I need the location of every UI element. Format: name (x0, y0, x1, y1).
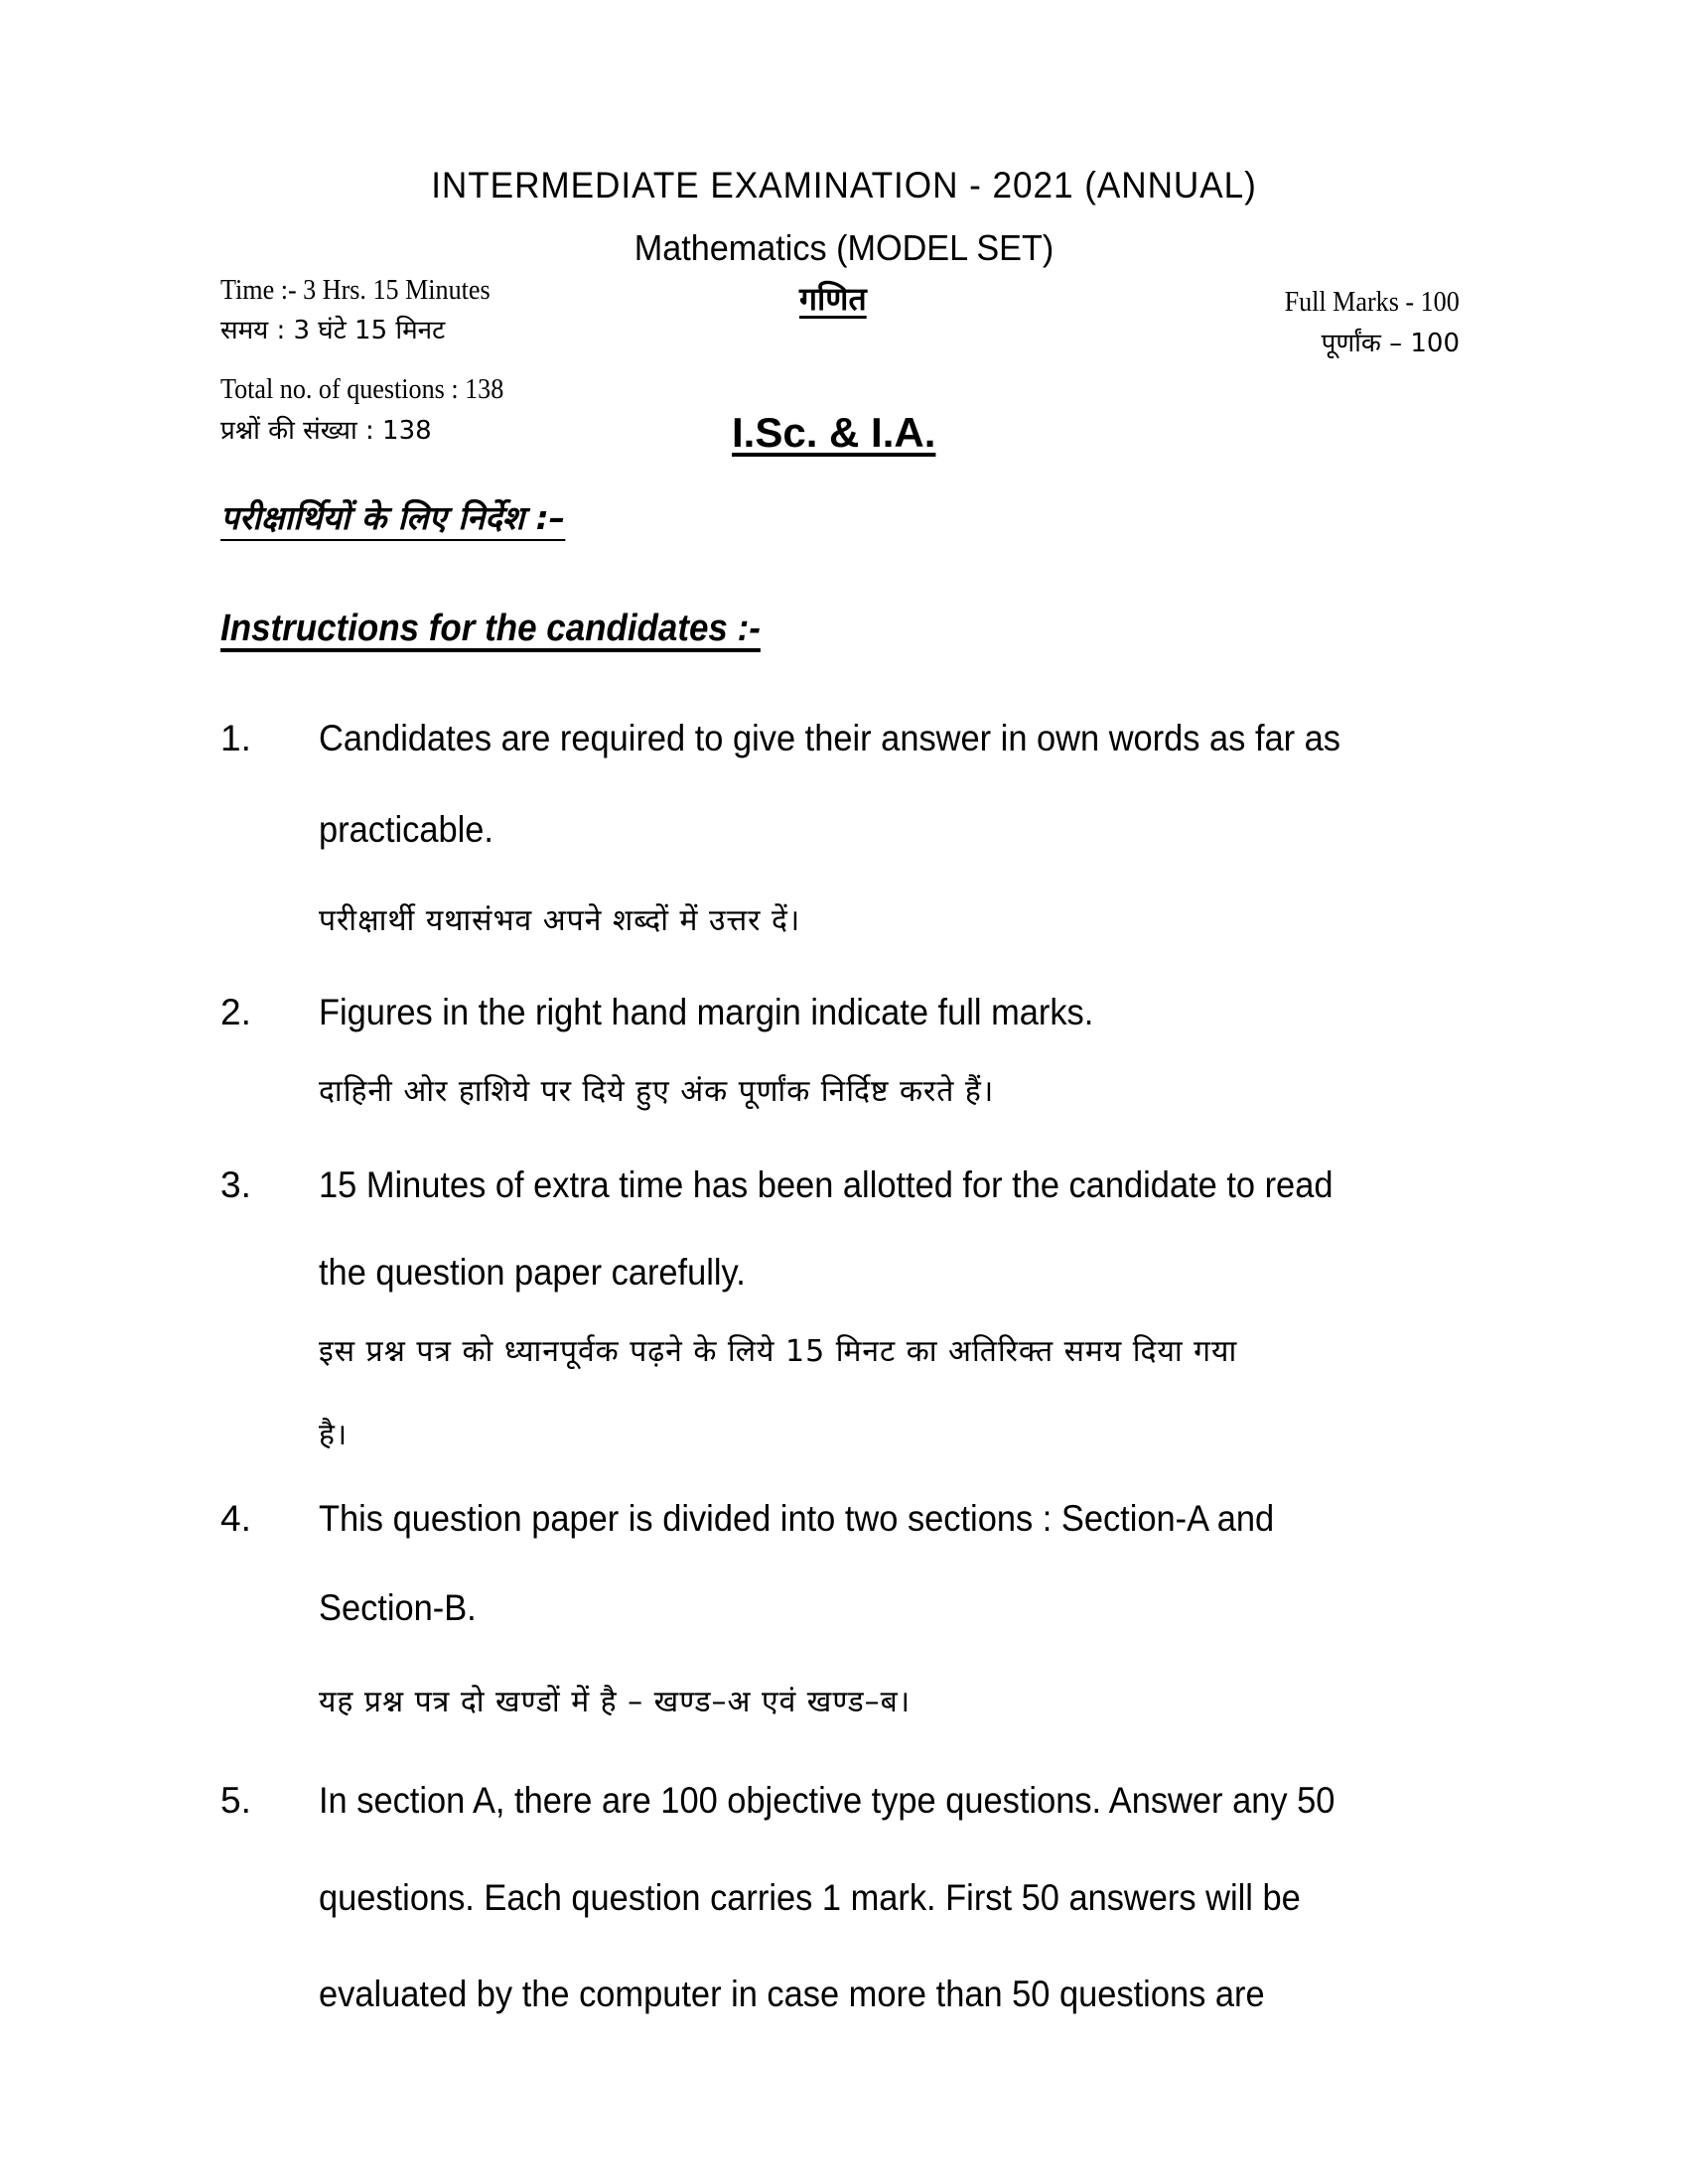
full-marks-hindi: पूर्णांक – 100 (1321, 329, 1460, 358)
item-number: 2. (220, 992, 251, 1032)
instructions-heading-english: Instructions for the candidates :- (220, 608, 761, 649)
item-number: 5. (220, 1780, 251, 1821)
stream-label: I.Sc. & I.A. (732, 409, 936, 456)
item-text-en: Figures in the right hand margin indicate full marks. (319, 992, 1094, 1032)
full-marks-english: Full Marks - 100 (1284, 286, 1460, 318)
instructions-heading-hindi: परीक्षार्थियों के लिए निर्देश :– (220, 498, 566, 537)
item-text-en: 15 Minutes of extra time has been allotted for the candidate to read (319, 1164, 1334, 1205)
item-text-en: Candidates are required to give their answer in own words as far as (319, 718, 1341, 758)
item-text-hi: है। (319, 1418, 349, 1452)
item-text-hi: परीक्षार्थी यथासंभव अपने शब्दों में उत्तर दें। (319, 903, 801, 938)
time-english: Time :- 3 Hrs. 15 Minutes (220, 274, 491, 306)
exam-title: INTERMEDIATE EXAMINATION - 2021 (ANNUAL) (431, 165, 1257, 205)
subject-title: Mathematics (MODEL SET) (633, 227, 1055, 268)
total-questions-hindi: प्रश्नों की संख्या : 138 (220, 416, 432, 446)
item-text-en: questions. Each question carries 1 mark. First 50 answers will be (319, 1877, 1301, 1918)
subject-hindi: गणित (799, 280, 867, 318)
item-number: 1. (220, 718, 251, 758)
time-hindi: समय : 3 घंटे 15 मिनट (220, 316, 446, 345)
item-text-hi: यह प्रश्न पत्र दो खण्डों में है – खण्ड–अ एवं खण्ड–ब। (319, 1685, 912, 1719)
item-text-hi: इस प्रश्न पत्र को ध्यानपूर्वक पढ़ने के लिये 15 मिनट का अतिरिक्त समय दिया गया (319, 1334, 1238, 1369)
item-text-en: This question paper is divided into two sections : Section-A and (319, 1498, 1275, 1539)
item-text-en: In section A, there are 100 objective type questions. Answer any 50 (319, 1780, 1336, 1821)
item-text-en: practicable. (319, 809, 493, 850)
item-text-en: the question paper carefully. (319, 1252, 746, 1293)
item-text-hi: दाहिनी ओर हाशिये पर दिये हुए अंक पूर्णांक निर्दिष्ट करते हैं। (319, 1074, 995, 1109)
item-number: 4. (220, 1498, 251, 1539)
total-questions-english: Total no. of questions : 138 (220, 373, 504, 405)
item-text-en: Section-B. (319, 1587, 477, 1628)
item-text-en: evaluated by the computer in case more than 50 questions are (319, 1974, 1265, 2014)
item-number: 3. (220, 1164, 251, 1205)
